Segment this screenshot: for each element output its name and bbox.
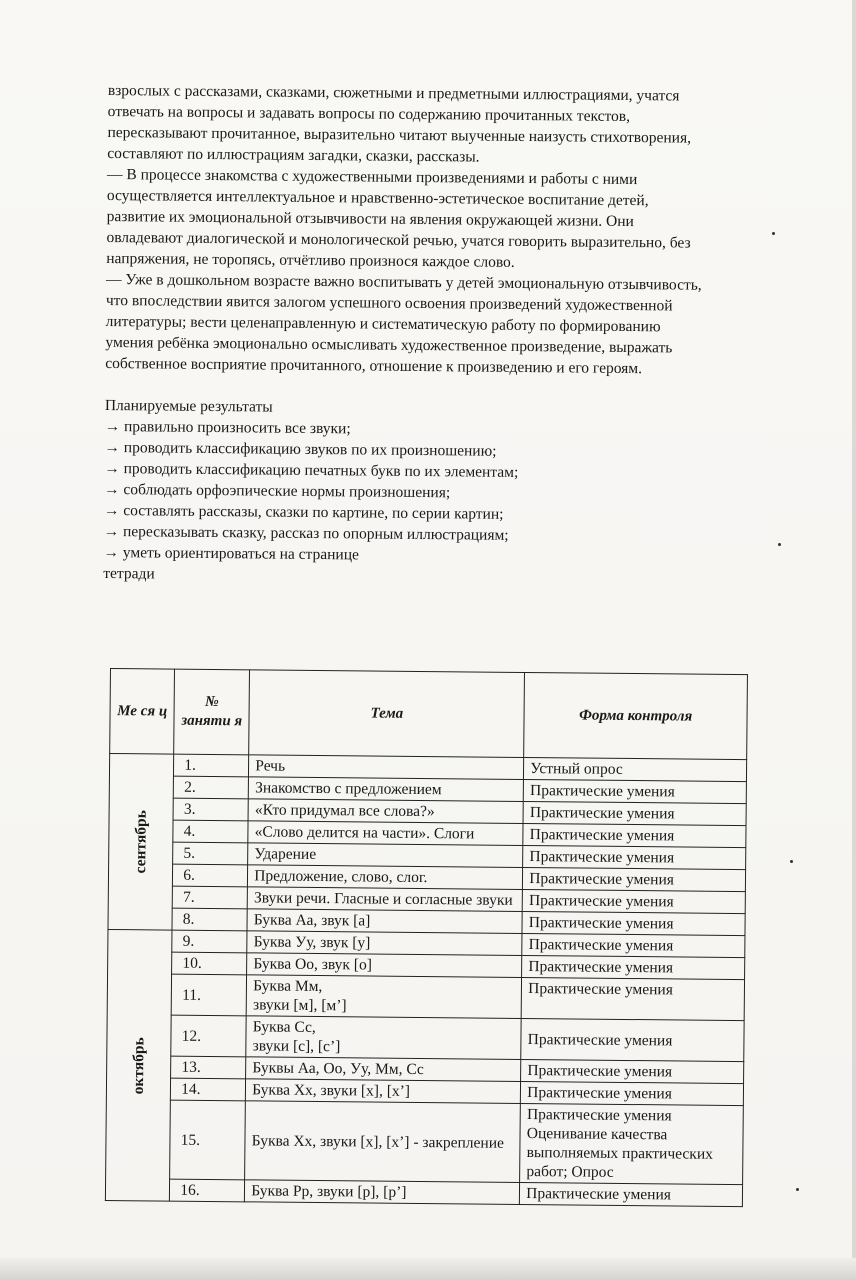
row-control: Практические умения: [522, 955, 745, 979]
row-num: 7.: [172, 886, 247, 909]
table-row: [106, 1099, 744, 1184]
row-control: Практические умения: [521, 1018, 744, 1061]
lesson-table-wrap: [105, 668, 748, 1207]
paragraph: взрослых с рассказами, сказками, сюжетными и предметными иллюстрациями, учатся отвечать на вопросы и задавать вопросы по содержанию прочитанных текстов, пересказывают прочитанное, выразительно читают выученные наизусть стихотворения, составляют по иллюстрациям загадки, сказки, рассказы.: [107, 81, 692, 166]
row-control: Устный опрос: [524, 757, 747, 781]
row-num: 6.: [173, 864, 248, 887]
table-row: [105, 1178, 742, 1206]
row-topic: Предложение, слово, слог.: [248, 865, 523, 890]
control-line: Оценивание качества выполняемых практических работ; Опрос: [526, 1125, 713, 1181]
row-num: 14.: [171, 1078, 246, 1101]
row-control: [520, 1103, 743, 1184]
row-num: 16.: [170, 1179, 245, 1202]
speck: [778, 543, 781, 546]
row-num: 11.: [171, 974, 246, 1016]
header-control: Форма контроля: [524, 672, 748, 759]
result-item: → пересказывать сказку, рассказ по опорным иллюстрациям;: [103, 522, 509, 544]
row-control: Практические умения: [523, 867, 746, 891]
row-control: Практические умения: [523, 801, 746, 825]
row-topic: Буква Оо, звук [о]: [247, 953, 522, 978]
row-num: 4.: [173, 820, 248, 843]
speck: [790, 860, 793, 863]
table-row: [107, 1014, 744, 1061]
month-cell-september: [108, 754, 174, 931]
table-header-row: [110, 669, 748, 760]
topic-line: звуки [м], [м’]: [252, 996, 347, 1015]
row-topic: Знакомство с предложением: [249, 777, 524, 802]
row-num: 8.: [172, 908, 247, 931]
row-num: 15.: [170, 1100, 246, 1180]
row-topic: Буква Уу, звук [у]: [247, 931, 522, 956]
result-item: → правильно произносить все звуки;: [104, 417, 351, 438]
result-item: → проводить классификацию звуков по их произношению;: [104, 438, 497, 460]
page-bottom-edge: [0, 1258, 856, 1280]
topic-line: Буква Мм,: [253, 977, 323, 996]
row-num: 10.: [172, 952, 247, 975]
row-num: 12.: [171, 1015, 246, 1057]
paragraph: — Уже в дошкольном возрасте важно воспитывать у детей эмоциональную отзывчивость, что впоследствии явится залогом успешного освоения произведений художественной литературы; вести целенаправленную и систематическую работу по формированию умения ребёнка эмоционально осмысливать художественное произведение, выражать собственное восприятие прочитанного, отношение к произведению и его героям.: [105, 270, 702, 378]
month-label: сентябрь: [132, 810, 150, 874]
body-text: [103, 80, 708, 590]
row-control: Практические умения: [523, 779, 746, 803]
control-line: Практические умения: [526, 1106, 672, 1125]
row-topic: [246, 1016, 521, 1060]
row-topic: Буква Рр, звуки [р], [р’]: [245, 1180, 520, 1205]
topic-line: Буква Сс,: [252, 1018, 316, 1036]
result-item: → уметь ориентироваться на странице: [103, 543, 360, 564]
row-control: Практические умения: [521, 1081, 744, 1105]
row-control: Практические умения: [520, 1182, 743, 1206]
row-topic: [246, 975, 521, 1019]
row-control: Практические умения: [522, 911, 745, 935]
result-tail: тетради: [103, 564, 155, 583]
row-topic: Буква Хх, звуки [х], [х’]: [246, 1079, 521, 1104]
result-item: → составлять рассказы, сказки по картине, по серии картин;: [103, 501, 504, 523]
table-row: [107, 973, 744, 1020]
row-num: 9.: [172, 930, 247, 953]
row-control: Практические умения: [521, 1059, 744, 1083]
page-edge: [852, 0, 856, 1280]
row-num: 2.: [174, 776, 249, 799]
row-num: 13.: [171, 1056, 246, 1079]
month-cell-october: [105, 929, 172, 1201]
result-item: → проводить классификацию печатных букв по их элементам;: [104, 459, 519, 481]
result-item: → соблюдать орфоэпические нормы произношения;: [103, 480, 451, 502]
header-topic: Тема: [249, 670, 525, 758]
row-topic: Звуки речи. Гласные и согласные звуки: [247, 887, 522, 912]
row-control: Практические умения: [523, 823, 746, 847]
row-topic: «Кто придумал все слова?»: [248, 799, 523, 824]
row-control: Практические умения: [521, 977, 744, 1020]
row-topic: «Слово делится на части». Слоги: [248, 821, 523, 846]
lesson-table: [105, 668, 748, 1207]
header-num: № заняти я: [174, 669, 250, 755]
topic-line: звуки [с], [с’]: [252, 1037, 341, 1056]
month-label: октябрь: [130, 1036, 148, 1094]
row-topic: Буквы Аа, Оо, Уу, Мм, Сс: [246, 1057, 521, 1082]
speck: [772, 232, 775, 235]
row-topic: Речь: [249, 755, 524, 780]
speck: [796, 1188, 799, 1191]
row-topic: Буква Хх, звуки [х], [х’] - закрепление: [245, 1101, 521, 1183]
row-num: 1.: [174, 754, 249, 777]
paragraph: — В процессе знакомства с художественными произведениями и работы с ними осуществляется интеллектуальное и нравственно-эстетическое воспитание детей, развитие их эмоциональной отзывчивости на явления окружающей жизни. Они овладевают диалогической и монологической речью, учатся говорить выразительно, без напряжения, не торопясь, отчётливо произнося каждое слово.: [106, 165, 691, 271]
row-control: Практические умения: [522, 933, 745, 957]
row-num: 3.: [173, 798, 248, 821]
row-topic: Буква Аа, звук [а]: [247, 909, 522, 934]
row-control: Практические умения: [523, 845, 746, 869]
row-control: Практические умения: [522, 889, 745, 913]
row-topic: Ударение: [248, 843, 523, 868]
row-num: 5.: [173, 842, 248, 865]
results-title: Планируемые результаты: [104, 396, 273, 416]
header-month: Ме ся ц: [110, 669, 175, 755]
